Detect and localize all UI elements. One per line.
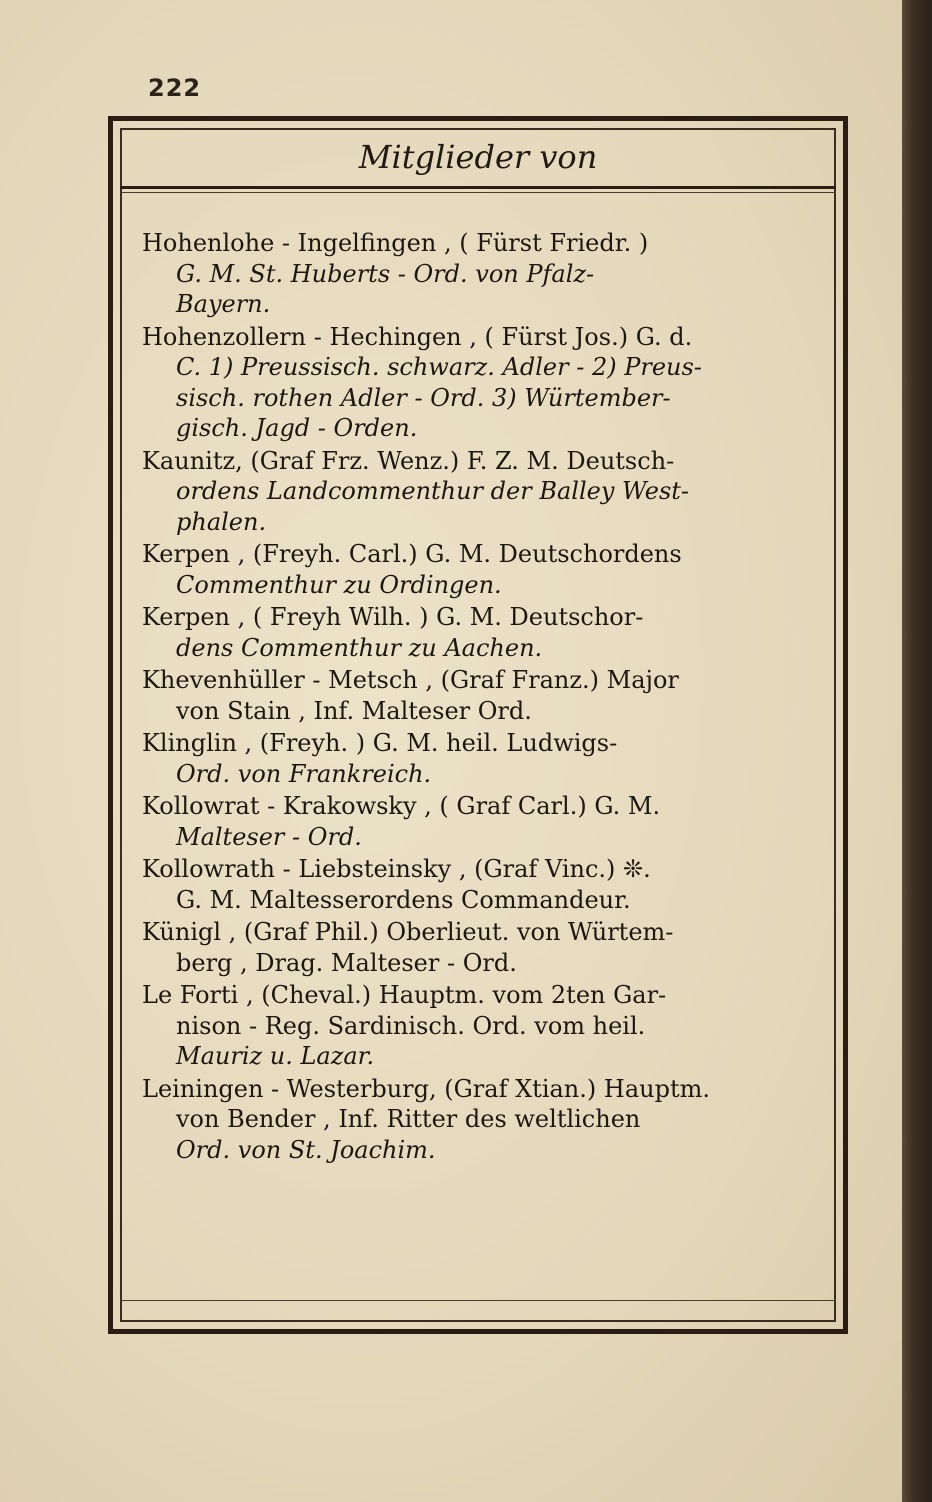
section-heading: Mitglieder von — [358, 138, 598, 176]
list-item — [142, 446, 828, 538]
entry-line: dens Commenthur zu Aachen. — [176, 633, 543, 662]
bottom-rule — [120, 1300, 836, 1301]
heading-rule-thin — [120, 192, 836, 193]
entry-line: Kerpen , (Freyh. Carl.) G. M. Deutschordens — [142, 540, 682, 568]
list-item — [142, 322, 828, 444]
entry-line: Hohenlohe - Ingelfingen , ( Fürst Friedr. ) — [142, 229, 649, 257]
entry-line: Commenthur zu Ordingen. — [176, 570, 502, 599]
entry-line: Mauriz u. Lazar. — [176, 1042, 375, 1070]
entry-line: Bayern. — [176, 290, 271, 318]
entry-line: berg , Drag. Malteser - Ord. — [176, 948, 517, 977]
entry-line: von Stain , Inf. Malteser Ord. — [176, 696, 532, 725]
list-item — [142, 791, 828, 852]
book-spine — [902, 0, 932, 1502]
entry-line: nison - Reg. Sardinisch. Ord. vom heil. — [176, 1011, 646, 1040]
entry-line: Ord. von Frankreich. — [176, 759, 432, 788]
entry-line: ordens Landcommenthur der Balley West- — [176, 477, 690, 505]
list-item — [142, 602, 828, 663]
list-item — [142, 539, 828, 600]
list-item — [142, 980, 828, 1072]
page-number: 222 — [148, 74, 202, 102]
entry-line: phalen. — [176, 507, 267, 536]
entry-line: Kerpen , ( Freyh Wilh. ) G. M. Deutschor- — [142, 603, 644, 631]
entry-line: Klinglin , (Freyh. ) G. M. heil. Ludwigs- — [142, 729, 618, 757]
entry-line: Khevenhüller - Metsch , (Graf Franz.) Major — [142, 666, 679, 694]
list-item — [142, 728, 828, 789]
member-list — [142, 228, 828, 1167]
entry-line: Malteser - Ord. — [176, 822, 362, 851]
list-item — [142, 917, 828, 978]
entry-line: gisch. Jagd - Orden. — [176, 414, 418, 442]
list-item — [142, 1074, 828, 1166]
entry-line: C. 1) Preussisch. schwarz. Adler - 2) Preus- — [176, 353, 702, 381]
entry-line: Ord. von St. Joachim. — [176, 1135, 436, 1164]
entry-line: Le Forti , (Cheval.) Hauptm. vom 2ten Gar- — [142, 981, 667, 1009]
entry-line: G. M. Maltesserordens Commandeur. — [176, 885, 631, 914]
entry-line: Kollowrath - Liebsteinsky , (Graf Vinc.) ❊. — [142, 855, 651, 883]
list-item — [142, 854, 828, 915]
entry-line: G. M. St. Huberts - Ord. von Pfalz- — [176, 259, 595, 288]
entry-line: sisch. rothen Adler - Ord. 3) Würtember- — [176, 383, 671, 412]
entry-line: Kaunitz, (Graf Frz. Wenz.) F. Z. M. Deutsch- — [142, 446, 675, 475]
entry-line: von Bender , Inf. Ritter des weltlichen — [176, 1105, 641, 1133]
list-item — [142, 228, 828, 320]
entry-line: Hohenzollern - Hechingen , ( Fürst Jos.) G. d. — [142, 322, 693, 351]
list-item — [142, 665, 828, 726]
entry-line: Leiningen - Westerburg, (Graf Xtian.) Hauptm. — [142, 1074, 710, 1103]
heading-rule — [120, 186, 836, 189]
entry-line: Kollowrat - Krakowsky , ( Graf Carl.) G. M. — [142, 792, 661, 820]
entry-line: Künigl , (Graf Phil.) Oberlieut. von Würtem- — [142, 918, 674, 946]
